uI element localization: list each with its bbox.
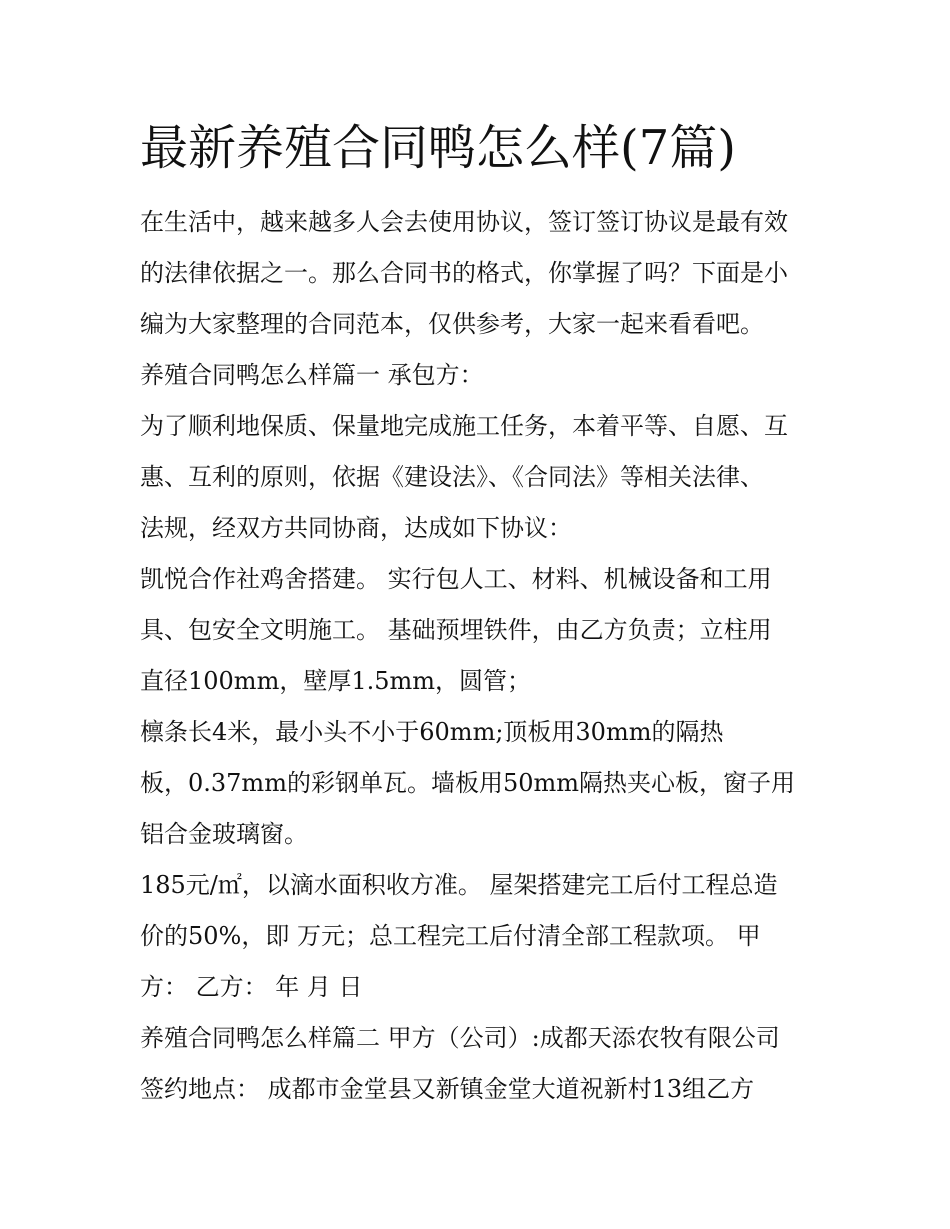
- text-line: 签约地点： 成都市金堂县又新镇金堂大道祝新村13组乙方: [140, 1075, 755, 1103]
- text-line: 价的50%，即 万元；总工程完工后付清全部工程款项。 甲: [140, 922, 761, 950]
- document-body: [140, 197, 820, 1115]
- text-line: 铝合金玻璃窗。: [140, 820, 308, 848]
- text-line: 为了顺利地保质、保量地完成施工任务，本着平等、自愿、互: [140, 412, 788, 440]
- text-line: 的法律依据之一。那么合同书的格式，你掌握了吗？下面是小: [140, 259, 788, 287]
- section-heading-1: 养殖合同鸭怎么样篇一 承包方：: [140, 361, 484, 389]
- text-line: 板，0.37mm的彩钢单瓦。墙板用50mm隔热夹心板，窗子用: [140, 769, 796, 797]
- document-title: 最新养殖合同鸭怎么样(7篇): [140, 120, 736, 176]
- signature-line: 方： 乙方： 年 月 日: [140, 973, 363, 1001]
- text-line: 法规，经双方共同协商，达成如下协议：: [140, 514, 572, 542]
- text-line: 惠、互利的原则，依据《建设法》、《合同法》等相关法律、: [140, 463, 764, 491]
- text-line: 直径100mm，壁厚1.5mm，圆管；: [140, 667, 532, 695]
- text-line: 凯悦合作社鸡舍搭建。 实行包人工、材料、机械设备和工用: [140, 565, 772, 593]
- text-line: 编为大家整理的合同范本，仅供参考，大家一起来看看吧。: [140, 310, 764, 338]
- text-line: 185元/㎡，以滴水面积收方准。 屋架搭建完工后付工程总造: [140, 871, 778, 899]
- text-line: 具、包安全文明施工。 基础预埋铁件，由乙方负责；立柱用: [140, 616, 772, 644]
- section-heading-2: 养殖合同鸭怎么样篇二 甲方（公司）:成都天添农牧有限公司: [140, 1024, 780, 1052]
- text-line: 在生活中，越来越多人会去使用协议，签订签订协议是最有效: [140, 208, 788, 236]
- text-line: 檩条长4米，最小头不小于60mm;顶板用30mm的隔热: [140, 718, 724, 746]
